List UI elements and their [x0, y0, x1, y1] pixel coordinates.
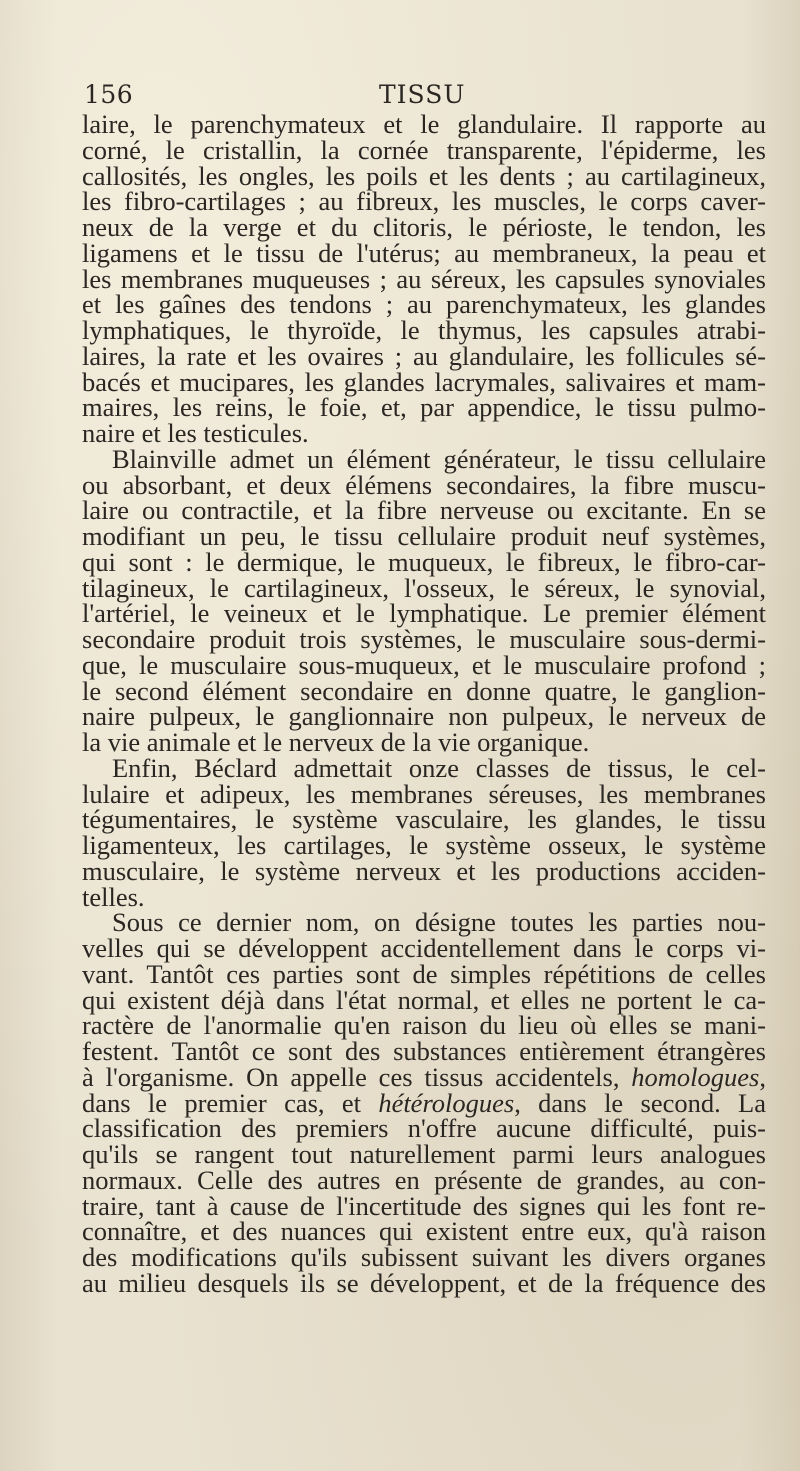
italic-term: hétérologues — [378, 1087, 515, 1118]
text-line: les fibro-cartilages ; au fibreux, les muscles, le corps caver- — [82, 186, 766, 217]
text-line: dans le premier cas, et hétérologues, dans le second. La — [82, 1087, 766, 1118]
text-line: maires, les reins, le foie, et, par appendice, le tissu pulmo- — [82, 392, 766, 423]
text-line: vant. Tantôt ces parties sont de simples répétitions de celles — [82, 958, 766, 989]
text-line: qui existent déjà dans l'état normal, et elles ne portent le ca- — [82, 984, 766, 1015]
text-line: naire et les testicules. — [82, 418, 309, 448]
text-line: à l'organisme. On appelle ces tissus accidentels, homologues, — [82, 1061, 766, 1092]
text-line: Sous ce dernier nom, on désigne toutes les parties nou- — [112, 907, 766, 938]
text-line: ligamenteux, les cartilages, le système osseux, le système — [82, 830, 766, 860]
text-line: que, le musculaire sous-muqueux, et le musculaire profond ; — [82, 649, 766, 680]
text-line: qu'ils se rangent tout naturellement parmi leurs analogues — [82, 1139, 766, 1169]
text-line: des modifications qu'ils subissent suivant les divers organes — [82, 1242, 766, 1272]
text-line: ractère de l'anormalie qu'en raison du lieu où elles se mani- — [82, 1010, 766, 1041]
text-line: le second élément secondaire en donne quatre, le ganglion- — [82, 675, 766, 706]
text-line: telles. — [82, 881, 145, 912]
italic-term: homologues — [631, 1061, 760, 1092]
text-line: connaître, et des nuances qui existent entre eux, qu'à raison — [82, 1216, 766, 1247]
text-line: Enfin, Béclard admettait onze classes de tissus, le cel- — [112, 752, 766, 783]
text-line: au milieu desquels ils se développent, et de la fréquence des — [82, 1267, 766, 1298]
running-title: TISSU — [379, 80, 466, 109]
text-line: qui sont : le dermique, le muqueux, le fibreux, le fibro-car- — [82, 546, 766, 577]
text-line: tégumentaires, le système vasculaire, les glandes, le tissu — [82, 804, 766, 835]
text-line: les membranes muqueuses ; au séreux, les capsules synoviales — [82, 263, 766, 294]
text-line: festent. Tantôt ce sont des substances entièrement étrangères — [82, 1036, 766, 1066]
text-line: lulaire et adipeux, les membranes séreuses, les membranes — [82, 778, 766, 809]
text-line: musculaire, le système nerveux et les productions acciden- — [82, 855, 766, 886]
page-number: 156 — [84, 80, 134, 109]
text-line: laire, le parenchymateux et le glandulaire. Il rapporte au — [82, 109, 766, 139]
text-line: naire pulpeux, le ganglionnaire non pulpeux, le nerveux de — [82, 701, 766, 732]
text-line: neux de la verge et du clitoris, le périoste, le tendon, les — [82, 212, 766, 242]
text-line: tilagineux, le cartilagineux, l'osseux, le séreux, le synovial, — [82, 572, 766, 603]
text-line: corné, le cristallin, la cornée transparente, l'épiderme, les — [82, 134, 766, 165]
text-line: la vie animale et le nerveux de la vie organique. — [82, 727, 590, 757]
text-line: classification des premiers n'offre aucune difficulté, puis- — [82, 1113, 766, 1144]
text-line: modifiant un peu, le tissu cellulaire produit neuf systèmes, — [82, 521, 766, 551]
text-line: l'artériel, le veineux et le lymphatique. Le premier élément — [82, 598, 766, 629]
text-line: traire, tant à cause de l'incertitude des signes qui les font re- — [82, 1190, 766, 1221]
text-line: laires, la rate et les ovaires ; au glandulaire, les follicules sé- — [82, 340, 766, 371]
text-line: velles qui se développent accidentellement dans le corps vi- — [82, 933, 766, 963]
text-line: callosités, les ongles, les poils et les dents ; au cartilagineux, — [82, 160, 766, 191]
text-line: bacés et mucipares, les glandes lacrymales, salivaires et mam- — [82, 366, 766, 397]
text-line: laire ou contractile, et la fibre nerveuse ou excitante. En se — [82, 495, 766, 526]
body-text — [82, 109, 766, 1298]
text-line: ou absorbant, et deux élémens secondaires, la fibre muscu- — [82, 469, 766, 500]
text-line: normaux. Celle des autres en présente de grandes, au con- — [82, 1164, 766, 1195]
text-line: et les gaînes des tendons ; au parenchymateux, les glandes — [82, 289, 766, 320]
text-line: lymphatiques, le thyroïde, le thymus, les capsules atrabi- — [82, 315, 766, 345]
text-line: secondaire produit trois systèmes, le musculaire sous-dermi- — [82, 624, 766, 654]
text-line: Blainville admet un élément générateur, le tissu cellulaire — [112, 443, 766, 474]
text-line: ligamens et le tissu de l'utérus; au membraneux, la peau et — [82, 237, 766, 268]
